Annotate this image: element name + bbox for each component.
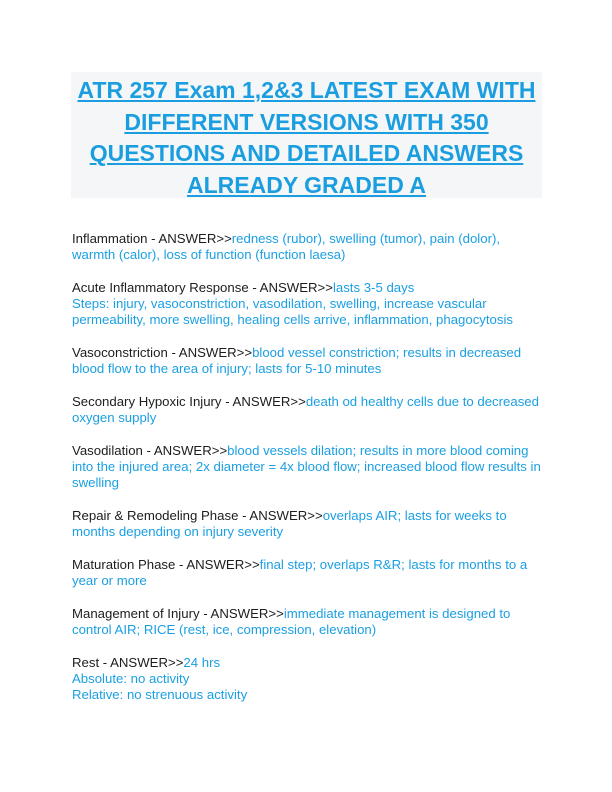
- qa-answer: 24 hrs: [183, 654, 221, 670]
- qa-answer-detail: Steps: injury, vasoconstriction, vasodilation, swelling, increase vascular permeability, more swelling, healing cells arrive, inflammation, phagocytosis: [72, 296, 513, 328]
- qa-term: Vasoconstriction: [72, 345, 168, 361]
- answer-separator: - ANSWER>>: [221, 393, 306, 409]
- qa-answer: overlaps AIR; lasts for weeks to months depending on injury severity: [72, 508, 507, 540]
- qa-answer: immediate management is designed to control AIR; RICE (rest, ice, compression, elevation): [72, 605, 511, 638]
- answer-separator: - ANSWER>>: [175, 556, 260, 572]
- qa-answer: blood vessels dilation; results in more blood coming into the injured area; 2x diameter = 4x blood flow; increased blood flow results in swelling: [72, 442, 541, 491]
- qa-entry: [72, 394, 546, 427]
- qa-entry: [72, 443, 546, 492]
- answer-separator: - ANSWER>>: [142, 442, 228, 458]
- qa-entry: [72, 345, 546, 378]
- qa-term: Repair & Remodeling Phase: [72, 508, 239, 524]
- title-box: [71, 72, 542, 198]
- qa-term: Secondary Hypoxic Injury: [72, 393, 222, 409]
- answer-separator: - ANSWER>>: [199, 605, 284, 621]
- qa-answer: final step; overlaps R&R; lasts for months to a year or more: [72, 556, 528, 589]
- document-title: ATR 257 Exam 1,2&3 LATEST EXAM WITH DIFFERENT VERSIONS WITH 350 QUESTIONS AND DETAILED ANSWERS ALREADY GRADED A: [77, 77, 536, 198]
- qa-entry: [72, 606, 546, 639]
- qa-term: Maturation Phase: [72, 556, 176, 572]
- answer-separator: - ANSWER>>: [99, 654, 184, 670]
- qa-term: Inflammation: [72, 231, 148, 246]
- qa-term: Rest: [72, 654, 100, 670]
- qa-term: Acute Inflammatory Response: [72, 279, 249, 295]
- qa-answer: death od healthy cells due to decreased oxygen supply: [72, 393, 539, 426]
- qa-answer-detail: Absolute: no activity: [72, 671, 190, 687]
- answer-separator: - ANSWER>>: [238, 508, 323, 524]
- qa-answer: redness (rubor), swelling (tumor), pain (dolor), warmth (calor), loss of function (function laesa): [72, 231, 501, 263]
- qa-entry: [72, 231, 546, 264]
- qa-term: Management of Injury: [72, 605, 200, 621]
- answer-separator: - ANSWER>>: [147, 231, 232, 246]
- qa-entry: [72, 280, 546, 329]
- qa-answer-detail: Relative: no strenuous activity: [72, 687, 248, 703]
- qa-answer: blood vessel constriction; results in decreased blood flow to the area of injury; lasts for 5-10 minutes: [72, 345, 522, 377]
- qa-term: Vasodilation: [72, 442, 143, 458]
- qa-answer: lasts 3-5 days: [332, 279, 415, 295]
- answer-separator: - ANSWER>>: [248, 279, 333, 295]
- qa-entry: [72, 508, 546, 541]
- answer-separator: - ANSWER>>: [167, 345, 253, 361]
- qa-entry: [72, 655, 546, 704]
- qa-entry: [72, 557, 546, 590]
- qa-list: [72, 231, 546, 720]
